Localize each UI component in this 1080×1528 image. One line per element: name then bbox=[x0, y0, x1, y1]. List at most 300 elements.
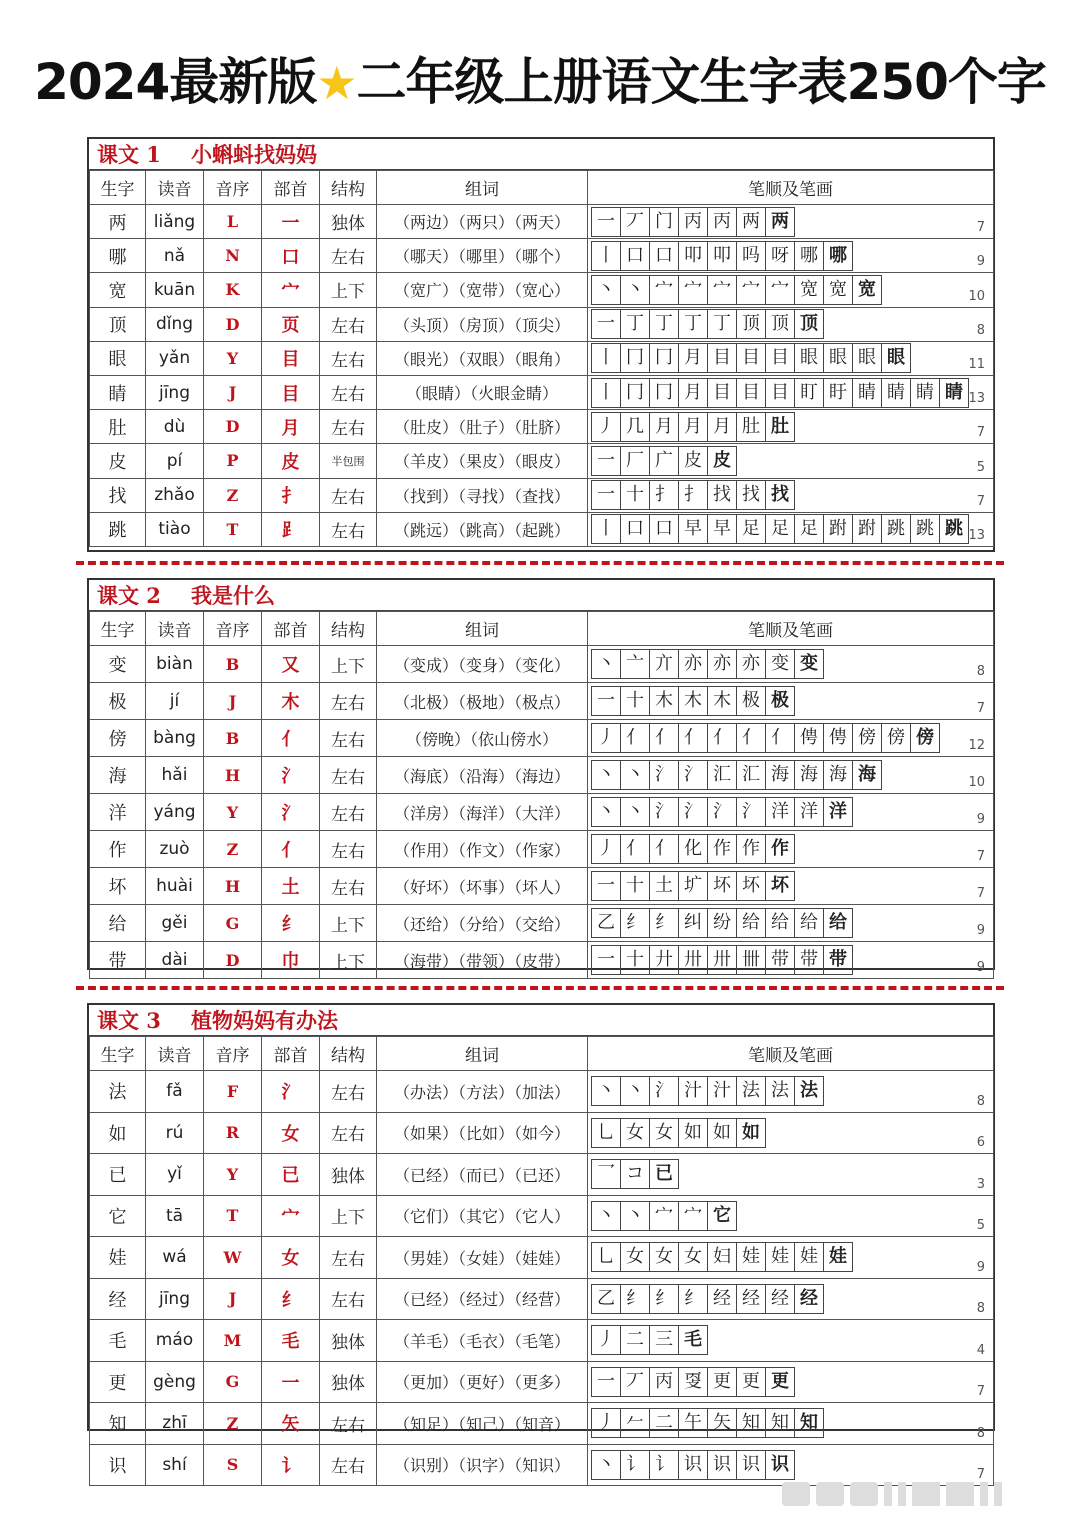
stroke-step-box: 汁 bbox=[707, 1076, 737, 1106]
table-row bbox=[90, 1154, 994, 1196]
stroke-step-box: 知 bbox=[736, 1408, 766, 1438]
stroke-step-box: 法 bbox=[736, 1076, 766, 1106]
phonetic-order-cell: Z bbox=[204, 831, 262, 868]
stroke-step-box: 纟 bbox=[649, 908, 679, 938]
stroke-step-box: 娃 bbox=[794, 1242, 824, 1272]
stroke-step-box: 作 bbox=[736, 834, 766, 864]
stroke-step-box: 傍 bbox=[910, 723, 940, 753]
stroke-step-box: 月 bbox=[678, 343, 708, 373]
stroke-order-cell bbox=[588, 410, 994, 444]
stroke-step-box: 冂 bbox=[649, 378, 679, 408]
stroke-step-box: 一 bbox=[591, 871, 621, 901]
pinyin-cell: yǎn bbox=[146, 341, 204, 375]
structure-cell: 上下 bbox=[320, 646, 377, 683]
stroke-step-box: 圹 bbox=[678, 871, 708, 901]
stroke-step-box: 变 bbox=[794, 649, 824, 679]
column-header: 笔顺及笔画 bbox=[588, 171, 994, 205]
phonetic-order-cell: D bbox=[204, 942, 262, 979]
stroke-count: 11 bbox=[968, 356, 985, 372]
stroke-step-box: 丶 bbox=[620, 797, 650, 827]
pinyin-cell: dài bbox=[146, 942, 204, 979]
column-header: 组词 bbox=[377, 612, 588, 646]
character-cell: 洋 bbox=[90, 794, 146, 831]
stroke-step-box: 乚 bbox=[591, 1242, 621, 1272]
stroke-step-box: 亣 bbox=[649, 649, 679, 679]
stroke-step-box: 哪 bbox=[794, 241, 824, 271]
stroke-step-box: 亻 bbox=[620, 723, 650, 753]
stroke-step-box: 睛 bbox=[910, 378, 940, 408]
table-row bbox=[90, 942, 994, 979]
stroke-step-box: 廾 bbox=[649, 945, 679, 975]
watermark-logo bbox=[782, 1476, 1042, 1506]
stroke-step-box: 两 bbox=[765, 207, 795, 237]
radical-cell: 口 bbox=[262, 239, 320, 273]
stroke-step-box: 一 bbox=[591, 480, 621, 510]
stroke-step-box: 顶 bbox=[794, 309, 824, 339]
radical-cell: 氵 bbox=[262, 794, 320, 831]
table-row bbox=[90, 683, 994, 720]
column-header: 音序 bbox=[204, 171, 262, 205]
radical-cell: 毛 bbox=[262, 1320, 320, 1362]
stroke-step-box: 乙 bbox=[591, 1284, 621, 1314]
stroke-step-box: 丿 bbox=[591, 834, 621, 864]
stroke-step-box: 丙 bbox=[678, 207, 708, 237]
words-cell: （海底）（沿海）（海边） bbox=[377, 757, 588, 794]
stroke-step-box: 找 bbox=[707, 480, 737, 510]
character-table bbox=[89, 1036, 994, 1486]
stroke-step-box: 丶 bbox=[591, 649, 621, 679]
stroke-step-box: 土 bbox=[649, 871, 679, 901]
stroke-step-box: 丶 bbox=[591, 760, 621, 790]
character-cell: 肚 bbox=[90, 410, 146, 444]
character-cell: 哪 bbox=[90, 239, 146, 273]
stroke-step-box: 丶 bbox=[620, 760, 650, 790]
character-cell: 傍 bbox=[90, 720, 146, 757]
stroke-step-box: 亦 bbox=[678, 649, 708, 679]
words-cell: （眼光）（双眼）（眼角） bbox=[377, 341, 588, 375]
stroke-step-box: 跗 bbox=[852, 514, 882, 544]
phonetic-order-cell: J bbox=[204, 375, 262, 409]
stroke-order-cell bbox=[588, 1237, 994, 1279]
stroke-step-box: 傍 bbox=[852, 723, 882, 753]
lesson-section-3 bbox=[87, 1003, 995, 1482]
character-cell: 跳 bbox=[90, 512, 146, 546]
stroke-count: 13 bbox=[968, 391, 985, 407]
structure-cell: 左右 bbox=[320, 512, 377, 546]
stroke-step-box: 厂 bbox=[620, 446, 650, 476]
stroke-order-cell bbox=[588, 942, 994, 979]
pinyin-cell: zhī bbox=[146, 1403, 204, 1445]
stroke-step-box: 一 bbox=[591, 309, 621, 339]
stroke-step-box: 木 bbox=[707, 686, 737, 716]
stroke-step-box: 十 bbox=[620, 871, 650, 901]
stroke-step-box: 肚 bbox=[765, 412, 795, 442]
table-row bbox=[90, 307, 994, 341]
pinyin-cell: rú bbox=[146, 1112, 204, 1154]
structure-cell: 左右 bbox=[320, 1444, 377, 1486]
words-cell: （洋房）（海洋）（大洋） bbox=[377, 794, 588, 831]
pinyin-cell: bàng bbox=[146, 720, 204, 757]
stroke-step-box: 月 bbox=[707, 412, 737, 442]
stroke-step-box: 木 bbox=[649, 686, 679, 716]
stroke-step-box: 一 bbox=[591, 686, 621, 716]
stroke-step-box: 冂 bbox=[620, 378, 650, 408]
character-cell: 更 bbox=[90, 1361, 146, 1403]
stroke-step-box: 宀 bbox=[678, 275, 708, 305]
stroke-step-box: 女 bbox=[620, 1242, 650, 1272]
structure-cell: 独体 bbox=[320, 1361, 377, 1403]
column-header: 结构 bbox=[320, 612, 377, 646]
pinyin-cell: jīng bbox=[146, 375, 204, 409]
character-cell: 法 bbox=[90, 1071, 146, 1113]
stroke-step-box: 宀 bbox=[707, 275, 737, 305]
radical-cell: ⻊ bbox=[262, 512, 320, 546]
stroke-step-box: 纠 bbox=[678, 908, 708, 938]
column-header: 生字 bbox=[90, 1037, 146, 1071]
stroke-step-box: 知 bbox=[765, 1408, 795, 1438]
stroke-count: 7 bbox=[976, 425, 985, 441]
stroke-step-box: 丿 bbox=[591, 412, 621, 442]
stroke-step-box: 丙 bbox=[707, 207, 737, 237]
stroke-order-cell bbox=[588, 1320, 994, 1362]
table-row bbox=[90, 1195, 994, 1237]
pinyin-cell: nǎ bbox=[146, 239, 204, 273]
stroke-step-box: 顶 bbox=[765, 309, 795, 339]
stroke-count: 5 bbox=[976, 1218, 985, 1233]
stroke-count: 3 bbox=[976, 1176, 985, 1192]
stroke-order-cell bbox=[588, 1403, 994, 1445]
stroke-order-cell bbox=[588, 444, 994, 478]
lesson-number: 课文 3 bbox=[97, 1008, 161, 1033]
stroke-step-box: 月 bbox=[678, 378, 708, 408]
stroke-step-box: 识 bbox=[736, 1450, 766, 1480]
stroke-step-box: 哪 bbox=[823, 241, 853, 271]
phonetic-order-cell: P bbox=[204, 444, 262, 478]
stroke-step-box: 十 bbox=[620, 945, 650, 975]
pinyin-cell: zhǎo bbox=[146, 478, 204, 512]
stroke-count: 7 bbox=[976, 1384, 985, 1399]
words-cell: （已经）（而已）（已还） bbox=[377, 1154, 588, 1196]
stroke-step-box: 十 bbox=[620, 686, 650, 716]
structure-cell: 左右 bbox=[320, 720, 377, 757]
stroke-step-box: 洋 bbox=[765, 797, 795, 827]
stroke-step-box: 门 bbox=[649, 207, 679, 237]
stroke-step-box: 口 bbox=[649, 514, 679, 544]
stroke-step-box: 叩 bbox=[707, 241, 737, 271]
table-row bbox=[90, 1278, 994, 1320]
stroke-count: 7 bbox=[976, 849, 985, 864]
stroke-step-box: 丁 bbox=[707, 309, 737, 339]
stroke-step-box: 化 bbox=[678, 834, 708, 864]
words-cell: （找到）（寻找）（查找） bbox=[377, 478, 588, 512]
structure-cell: 左右 bbox=[320, 410, 377, 444]
stroke-count: 9 bbox=[976, 812, 985, 827]
stroke-order-cell bbox=[588, 205, 994, 239]
stroke-step-box: 丨 bbox=[591, 514, 621, 544]
stroke-order-cell bbox=[588, 341, 994, 375]
table-row bbox=[90, 273, 994, 307]
stroke-order-cell bbox=[588, 307, 994, 341]
column-header: 音序 bbox=[204, 1037, 262, 1071]
pinyin-cell: gěi bbox=[146, 905, 204, 942]
phonetic-order-cell: H bbox=[204, 757, 262, 794]
stroke-step-box: 目 bbox=[707, 378, 737, 408]
stroke-step-box: 丁 bbox=[678, 309, 708, 339]
stroke-step-box: 海 bbox=[823, 760, 853, 790]
structure-cell: 左右 bbox=[320, 1237, 377, 1279]
stroke-step-box: 亻 bbox=[765, 723, 795, 753]
stroke-step-box: 俜 bbox=[794, 723, 824, 753]
words-cell: （办法）（方法）（加法） bbox=[377, 1071, 588, 1113]
phonetic-order-cell: G bbox=[204, 905, 262, 942]
radical-cell: 目 bbox=[262, 375, 320, 409]
stroke-count: 8 bbox=[976, 664, 985, 679]
stroke-count: 7 bbox=[976, 886, 985, 901]
phonetic-order-cell: H bbox=[204, 868, 262, 905]
stroke-step-box: 找 bbox=[765, 480, 795, 510]
table-row bbox=[90, 341, 994, 375]
pinyin-cell: jīng bbox=[146, 1278, 204, 1320]
stroke-step-box: 卅 bbox=[678, 945, 708, 975]
character-cell: 坏 bbox=[90, 868, 146, 905]
column-header: 结构 bbox=[320, 1037, 377, 1071]
stroke-step-box: 亻 bbox=[620, 834, 650, 864]
column-header: 部首 bbox=[262, 612, 320, 646]
stroke-step-box: 纟 bbox=[620, 908, 650, 938]
pinyin-cell: máo bbox=[146, 1320, 204, 1362]
radical-cell: 一 bbox=[262, 1361, 320, 1403]
stroke-step-box: 足 bbox=[765, 514, 795, 544]
stroke-order-cell bbox=[588, 757, 994, 794]
stroke-step-box: 如 bbox=[707, 1118, 737, 1148]
stroke-step-box: 丙 bbox=[649, 1367, 679, 1397]
table-row bbox=[90, 757, 994, 794]
stroke-count: 8 bbox=[976, 1301, 985, 1316]
phonetic-order-cell: T bbox=[204, 512, 262, 546]
stroke-step-box: 识 bbox=[707, 1450, 737, 1480]
phonetic-order-cell: B bbox=[204, 720, 262, 757]
table-row bbox=[90, 646, 994, 683]
stroke-count: 5 bbox=[976, 459, 985, 475]
stroke-step-box: 盯 bbox=[794, 378, 824, 408]
stroke-step-box: 亻 bbox=[736, 723, 766, 753]
radical-cell: 氵 bbox=[262, 757, 320, 794]
table-row bbox=[90, 868, 994, 905]
column-header: 读音 bbox=[146, 612, 204, 646]
character-cell: 识 bbox=[90, 1444, 146, 1486]
table-row bbox=[90, 1237, 994, 1279]
table-row bbox=[90, 1403, 994, 1445]
radical-cell: 纟 bbox=[262, 905, 320, 942]
structure-cell: 左右 bbox=[320, 1403, 377, 1445]
table-header-row bbox=[90, 612, 994, 646]
stroke-count: 8 bbox=[976, 1425, 985, 1441]
stroke-step-box: 汁 bbox=[678, 1076, 708, 1106]
stroke-count: 10 bbox=[968, 775, 985, 790]
words-cell: （还给）（分给）（交给） bbox=[377, 905, 588, 942]
stroke-step-box: 宀 bbox=[678, 1201, 708, 1231]
stroke-step-box: 十 bbox=[620, 480, 650, 510]
character-cell: 眼 bbox=[90, 341, 146, 375]
table-row bbox=[90, 794, 994, 831]
stroke-step-box: 妇 bbox=[707, 1242, 737, 1272]
stroke-step-box: 纟 bbox=[649, 1284, 679, 1314]
stroke-step-box: 给 bbox=[765, 908, 795, 938]
stroke-step-box: 经 bbox=[736, 1284, 766, 1314]
stroke-step-box: 丶 bbox=[591, 1450, 621, 1480]
stroke-step-box: 法 bbox=[765, 1076, 795, 1106]
stroke-step-box: 汇 bbox=[736, 760, 766, 790]
character-cell: 变 bbox=[90, 646, 146, 683]
column-header: 读音 bbox=[146, 1037, 204, 1071]
phonetic-order-cell: M bbox=[204, 1320, 262, 1362]
words-cell: （跳远）（跳高）（起跳） bbox=[377, 512, 588, 546]
column-header: 读音 bbox=[146, 171, 204, 205]
phonetic-order-cell: D bbox=[204, 307, 262, 341]
stroke-step-box: 作 bbox=[765, 834, 795, 864]
radical-cell: 宀 bbox=[262, 273, 320, 307]
words-cell: （肚皮）（肚子）（肚脐） bbox=[377, 410, 588, 444]
stroke-step-box: 卌 bbox=[736, 945, 766, 975]
stroke-step-box: 扌 bbox=[678, 480, 708, 510]
stroke-step-box: 一 bbox=[591, 1367, 621, 1397]
lesson-header bbox=[89, 1005, 993, 1036]
stroke-step-box: 经 bbox=[707, 1284, 737, 1314]
character-table bbox=[89, 170, 994, 547]
stroke-count: 4 bbox=[976, 1342, 985, 1358]
stroke-step-box: 女 bbox=[649, 1242, 679, 1272]
structure-cell: 左右 bbox=[320, 375, 377, 409]
phonetic-order-cell: Z bbox=[204, 478, 262, 512]
stroke-step-box: 矢 bbox=[707, 1408, 737, 1438]
stroke-step-box: 丆 bbox=[620, 1367, 650, 1397]
stroke-step-box: 目 bbox=[765, 378, 795, 408]
character-cell: 宽 bbox=[90, 273, 146, 307]
pinyin-cell: gèng bbox=[146, 1361, 204, 1403]
stroke-step-box: 氵 bbox=[649, 797, 679, 827]
character-cell: 两 bbox=[90, 205, 146, 239]
column-header: 生字 bbox=[90, 612, 146, 646]
radical-cell: 扌 bbox=[262, 478, 320, 512]
words-cell: （变成）（变身）（变化） bbox=[377, 646, 588, 683]
stroke-step-box: 广 bbox=[649, 446, 679, 476]
structure-cell: 半包围 bbox=[320, 444, 377, 478]
structure-cell: 左右 bbox=[320, 1112, 377, 1154]
stroke-count: 7 bbox=[976, 701, 985, 716]
phonetic-order-cell: L bbox=[204, 205, 262, 239]
stroke-step-box: 知 bbox=[794, 1408, 824, 1438]
column-header: 笔顺及笔画 bbox=[588, 1037, 994, 1071]
table-row bbox=[90, 478, 994, 512]
table-row bbox=[90, 205, 994, 239]
radical-cell: 矢 bbox=[262, 1403, 320, 1445]
words-cell: （识别）（识字）（知识） bbox=[377, 1444, 588, 1486]
stroke-step-box: 识 bbox=[765, 1450, 795, 1480]
stroke-step-box: 海 bbox=[852, 760, 882, 790]
structure-cell: 独体 bbox=[320, 1154, 377, 1196]
table-row bbox=[90, 1112, 994, 1154]
stroke-step-box: 女 bbox=[649, 1118, 679, 1148]
stroke-order-cell bbox=[588, 831, 994, 868]
stroke-step-box: 乚 bbox=[591, 1118, 621, 1148]
column-header: 部首 bbox=[262, 171, 320, 205]
pinyin-cell: shí bbox=[146, 1444, 204, 1486]
pinyin-cell: kuān bbox=[146, 273, 204, 307]
stroke-step-box: 宽 bbox=[852, 275, 882, 305]
stroke-step-box: 娃 bbox=[736, 1242, 766, 1272]
stroke-step-box: 口 bbox=[620, 241, 650, 271]
stroke-step-box: 给 bbox=[823, 908, 853, 938]
words-cell: （知足）（知己）（知音） bbox=[377, 1403, 588, 1445]
lesson-name: 植物妈妈有办法 bbox=[191, 1008, 338, 1033]
structure-cell: 左右 bbox=[320, 341, 377, 375]
stroke-order-cell bbox=[588, 1278, 994, 1320]
stroke-step-box: 坏 bbox=[707, 871, 737, 901]
stroke-step-box: 足 bbox=[794, 514, 824, 544]
phonetic-order-cell: K bbox=[204, 273, 262, 307]
stroke-order-cell bbox=[588, 273, 994, 307]
phonetic-order-cell: J bbox=[204, 683, 262, 720]
stroke-step-box: 俜 bbox=[823, 723, 853, 753]
stroke-step-box: 亦 bbox=[736, 649, 766, 679]
stroke-order-cell bbox=[588, 478, 994, 512]
structure-cell: 左右 bbox=[320, 307, 377, 341]
stroke-step-box: 更 bbox=[707, 1367, 737, 1397]
words-cell: （海带）（带领）（皮带） bbox=[377, 942, 588, 979]
stroke-step-box: 更 bbox=[736, 1367, 766, 1397]
stroke-order-cell bbox=[588, 375, 994, 409]
structure-cell: 左右 bbox=[320, 831, 377, 868]
stroke-step-box: 海 bbox=[794, 760, 824, 790]
stroke-count: 9 bbox=[976, 923, 985, 938]
pinyin-cell: hǎi bbox=[146, 757, 204, 794]
stroke-count: 7 bbox=[976, 493, 985, 509]
phonetic-order-cell: B bbox=[204, 646, 262, 683]
stroke-step-box: 三 bbox=[649, 1325, 679, 1355]
stroke-step-box: 娃 bbox=[823, 1242, 853, 1272]
stroke-step-box: 跳 bbox=[910, 514, 940, 544]
radical-cell: 女 bbox=[262, 1237, 320, 1279]
radical-cell: 又 bbox=[262, 646, 320, 683]
table-row bbox=[90, 410, 994, 444]
stroke-step-box: 一 bbox=[591, 207, 621, 237]
stroke-step-box: 宀 bbox=[765, 275, 795, 305]
character-cell: 它 bbox=[90, 1195, 146, 1237]
stroke-step-box: 宀 bbox=[649, 275, 679, 305]
stroke-order-cell bbox=[588, 1112, 994, 1154]
pinyin-cell: tā bbox=[146, 1195, 204, 1237]
stroke-step-box: 跳 bbox=[881, 514, 911, 544]
words-cell: （作用）（作文）（作家） bbox=[377, 831, 588, 868]
stroke-step-box: 扌 bbox=[649, 480, 679, 510]
stroke-step-box: 丨 bbox=[591, 343, 621, 373]
lesson-header bbox=[89, 139, 993, 170]
stroke-count: 9 bbox=[976, 1259, 985, 1275]
table-row bbox=[90, 831, 994, 868]
character-cell: 海 bbox=[90, 757, 146, 794]
stroke-step-box: 丁 bbox=[649, 309, 679, 339]
lesson-section-1 bbox=[87, 137, 995, 552]
stroke-step-box: 傍 bbox=[881, 723, 911, 753]
stroke-step-box: 眼 bbox=[794, 343, 824, 373]
character-cell: 知 bbox=[90, 1403, 146, 1445]
stroke-order-cell bbox=[588, 905, 994, 942]
stroke-step-box: 睛 bbox=[852, 378, 882, 408]
column-header: 结构 bbox=[320, 171, 377, 205]
stroke-step-box: 坏 bbox=[765, 871, 795, 901]
stroke-step-box: 亦 bbox=[707, 649, 737, 679]
stroke-step-box: 目 bbox=[736, 378, 766, 408]
